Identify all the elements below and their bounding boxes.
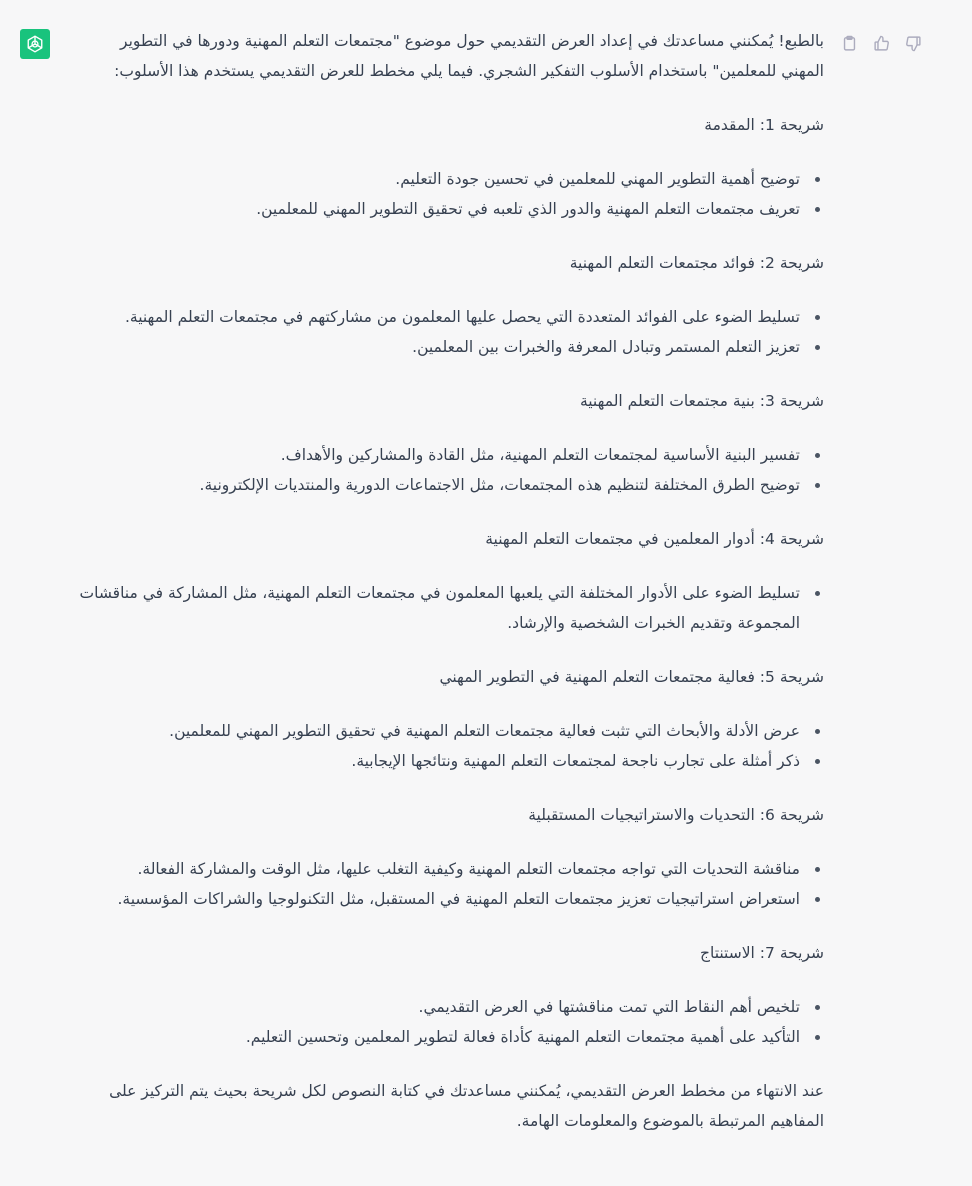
thumbs-up-icon [873, 35, 890, 52]
slides-outline [76, 86, 824, 1052]
slide-bullet-item: عرض الأدلة والأبحاث التي تثبت فعالية مجتمعات التعلم المهنية في تحقيق التطوير المهني للمعلمين. [76, 716, 824, 746]
assistant-avatar [20, 29, 50, 59]
thumbs-down-button[interactable] [902, 32, 924, 54]
slide-heading: شريحة 6: التحديات والاستراتيجيات المستقبلية [528, 806, 824, 824]
slide-bullet-item: توضيح الطرق المختلفة لتنظيم هذه المجتمعات، مثل الاجتماعات الدورية والمنتديات الإلكترونية. [76, 470, 824, 500]
slide-bullet-list [76, 992, 824, 1052]
message-content [76, 26, 824, 1136]
slide-bullet-list [76, 164, 824, 224]
slide-bullet-item: توضيح أهمية التطوير المهني للمعلمين في تحسين جودة التعليم. [76, 164, 824, 194]
slide-heading: شريحة 1: المقدمة [704, 116, 824, 134]
slide-bullet-list [76, 440, 824, 500]
slide-bullet-item: استعراض استراتيجيات تعزيز مجتمعات التعلم المهنية في المستقبل، مثل التكنولوجيا والشراكات المؤسسية. [76, 884, 824, 914]
slide-bullet-item: تعزيز التعلم المستمر وتبادل المعرفة والخبرات بين المعلمين. [76, 332, 824, 362]
slide-bullet-list [76, 302, 824, 362]
slide-bullet-list [76, 716, 824, 776]
slide-heading: شريحة 4: أدوار المعلمين في مجتمعات التعلم المهنية [485, 530, 824, 548]
closing-paragraph: عند الانتهاء من مخطط العرض التقديمي، يُمكنني مساعدتك في كتابة النصوص لكل شريحة بحيث يتم التركيز على المفاهيم المرتبطة بالموضوع والمعلومات الهامة. [109, 1082, 824, 1130]
message-actions [838, 32, 924, 54]
clipboard-icon [841, 35, 858, 52]
copy-button[interactable] [838, 32, 860, 54]
slide-bullet-list [76, 578, 824, 638]
intro-paragraph: بالطبع! يُمكنني مساعدتك في إعداد العرض التقديمي حول موضوع "مجتمعات التعلم المهنية ودورها في التطوير المهني للمعلمين" باستخدام الأسلوب التفكير الشجري. فيما يلي مخطط للعرض التقديمي يستخدم هذا الأسلوب: [114, 32, 824, 80]
slide-heading: شريحة 2: فوائد مجتمعات التعلم المهنية [569, 254, 824, 272]
slide-bullet-list [76, 854, 824, 914]
slide-bullet-item: ذكر أمثلة على تجارب ناجحة لمجتمعات التعلم المهنية ونتائجها الإيجابية. [76, 746, 824, 776]
slide-bullet-item: تسليط الضوء على الفوائد المتعددة التي يحصل عليها المعلمون من مشاركتهم في مجتمعات التعلم المهنية. [76, 302, 824, 332]
slide-heading: شريحة 7: الاستنتاج [699, 944, 824, 962]
slide-bullet-item: تلخيص أهم النقاط التي تمت مناقشتها في العرض التقديمي. [76, 992, 824, 1022]
openai-logo-icon [24, 33, 46, 55]
slide-bullet-item: تعريف مجتمعات التعلم المهنية والدور الذي تلعبه في تحقيق التطوير المهني للمعلمين. [76, 194, 824, 224]
slide-bullet-item: مناقشة التحديات التي تواجه مجتمعات التعلم المهنية وكيفية التغلب عليها، مثل الوقت والمشاركة الفعالة. [76, 854, 824, 884]
thumbs-up-button[interactable] [870, 32, 892, 54]
slide-heading: شريحة 5: فعالية مجتمعات التعلم المهنية في التطوير المهني [439, 668, 824, 686]
slide-bullet-item: تفسير البنية الأساسية لمجتمعات التعلم المهنية، مثل القادة والمشاركين والأهداف. [76, 440, 824, 470]
slide-heading: شريحة 3: بنية مجتمعات التعلم المهنية [579, 392, 824, 410]
slide-bullet-item: تسليط الضوء على الأدوار المختلفة التي يلعبها المعلمون في مجتمعات التعلم المهنية، مثل المشاركة في مناقشات المجموعة وتقديم الخبرات الشخصية والإرشاد. [76, 578, 824, 638]
slide-bullet-item: التأكيد على أهمية مجتمعات التعلم المهنية كأداة فعالة لتطوير المعلمين وتحسين التعليم. [76, 1022, 824, 1052]
thumbs-down-icon [905, 35, 922, 52]
